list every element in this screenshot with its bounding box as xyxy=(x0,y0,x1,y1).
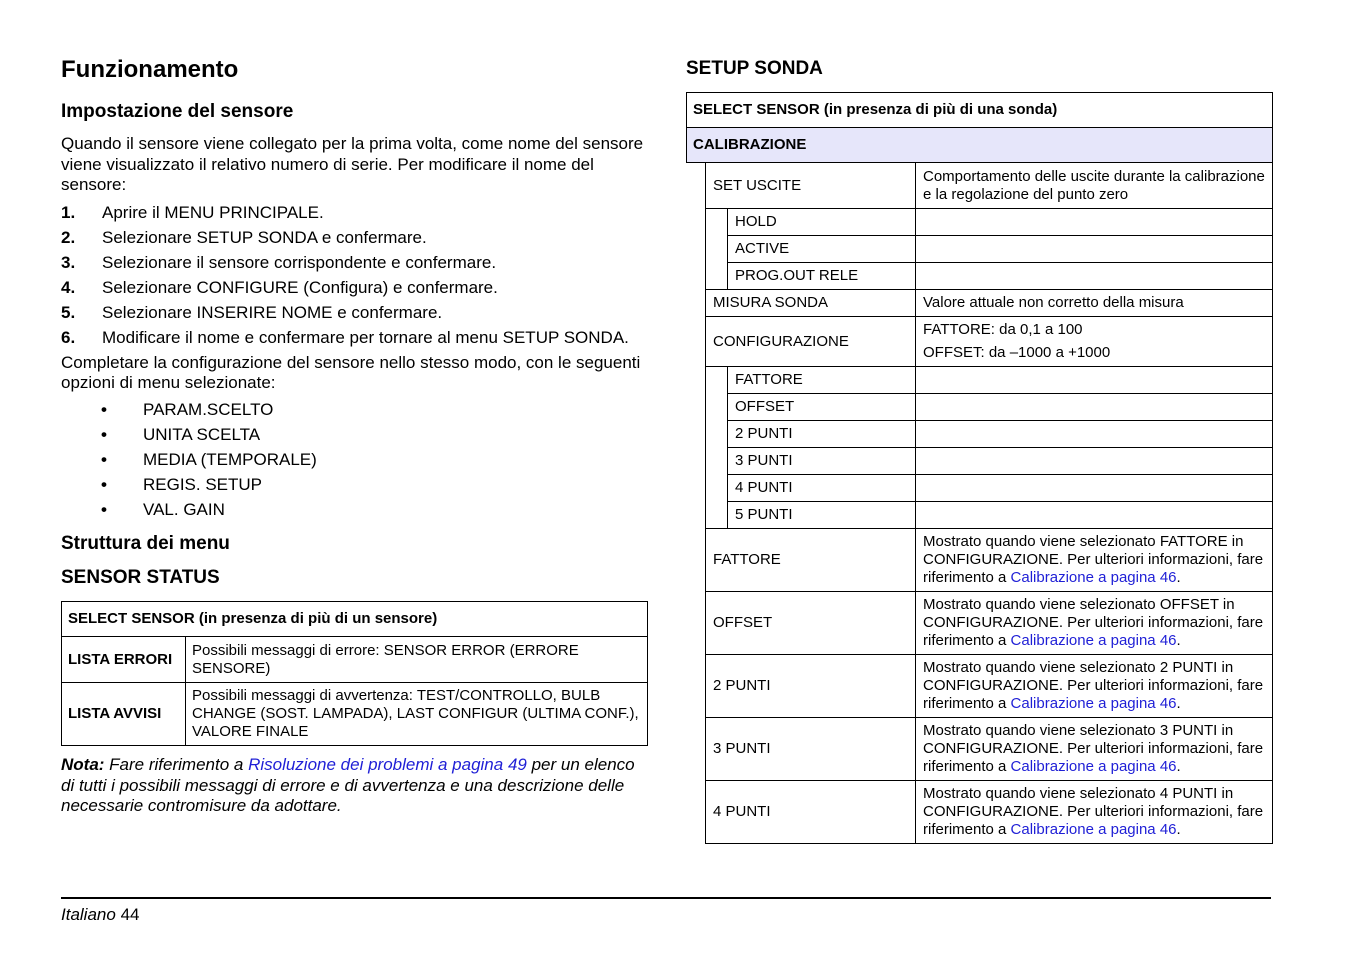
config-range-offset: OFFSET: da –1000 a +1000 xyxy=(923,344,1111,361)
table-row xyxy=(62,683,648,746)
table-label-cell: LISTA AVVISI xyxy=(62,683,186,746)
desc-text: Mostrato quando viene selezionato 2 PUNTI in CONFIGURAZIONE. Per ulteriori informazioni, fare riferimento a xyxy=(923,659,1264,712)
menu-sub-item: HOLD xyxy=(728,209,916,236)
steps-list xyxy=(61,203,649,349)
list-item xyxy=(61,253,649,274)
list-item xyxy=(61,475,649,496)
menu-sub-item: OFFSET xyxy=(728,394,916,421)
table-row xyxy=(706,290,1273,317)
list-item xyxy=(61,203,649,224)
troubleshooting-link[interactable]: Risoluzione dei problemi a pagina 49 xyxy=(248,755,527,774)
note-paragraph xyxy=(61,755,649,817)
menu-item-label: 2 PUNTI xyxy=(706,655,916,718)
desc-end: . xyxy=(1176,569,1181,586)
menu-item-desc xyxy=(916,475,1273,502)
menu-item-desc xyxy=(916,263,1273,290)
step-text: Selezionare SETUP SONDA e confermare. xyxy=(102,227,427,247)
menu-item-desc xyxy=(916,421,1273,448)
menu-sub-item: 5 PUNTI xyxy=(728,502,916,529)
calibration-link[interactable]: Calibrazione a pagina 46 xyxy=(1010,632,1177,649)
menu-item-label: OFFSET xyxy=(706,592,916,655)
menu-item-desc xyxy=(916,502,1273,529)
table-row xyxy=(706,209,1273,236)
step-text: Selezionare il sensore corrispondente e confermare. xyxy=(102,252,497,272)
footer-divider xyxy=(61,897,1271,899)
menu-sub-item: FATTORE xyxy=(728,367,916,394)
menu-item-desc xyxy=(916,448,1273,475)
menu-item-desc xyxy=(916,394,1273,421)
table-label-cell: LISTA ERRORI xyxy=(62,637,186,683)
intro-paragraph: Quando il sensore viene collegato per la prima volta, come nome del sensore viene visualizzato il relativo numero di serie. Per modificare il nome del sensore: xyxy=(61,134,644,194)
option-text: REGIS. SETUP xyxy=(143,474,263,494)
table-row xyxy=(62,602,648,637)
table-row xyxy=(62,637,648,683)
select-sensor-cell: SELECT SENSOR (in presenza di più di una sonda) xyxy=(687,93,1273,128)
table-row xyxy=(706,367,1273,394)
list-item xyxy=(61,328,649,349)
sensor-status-table xyxy=(61,601,648,746)
menu-item-desc xyxy=(916,367,1273,394)
bullet-icon: • xyxy=(101,474,107,494)
option-text: MEDIA (TEMPORALE) xyxy=(143,449,317,469)
step-number: 3. xyxy=(61,252,76,272)
calibration-link[interactable]: Calibrazione a pagina 46 xyxy=(1010,695,1177,712)
menu-item-desc xyxy=(916,529,1273,592)
step-text: Selezionare CONFIGURE (Configura) e confermare. xyxy=(102,277,498,297)
note-text-end: per un elenco di tutti i possibili messaggi di errore e di avvertenza e una descrizione delle necessarie contromisure da adottare. xyxy=(61,755,635,815)
step-number: 4. xyxy=(61,277,76,297)
table-row xyxy=(706,502,1273,529)
options-paragraph: Completare la configurazione del sensore nello stesso modo, con le seguenti opzioni di menu selezionate: xyxy=(61,352,641,392)
table-row xyxy=(706,163,1273,209)
calibration-menu-table xyxy=(705,162,1273,844)
calibration-link[interactable]: Calibrazione a pagina 46 xyxy=(1010,758,1177,775)
calibration-link[interactable]: Calibrazione a pagina 46 xyxy=(1010,821,1177,838)
menu-item-desc xyxy=(916,209,1273,236)
menu-sub-item: 3 PUNTI xyxy=(728,448,916,475)
menu-item-desc xyxy=(916,592,1273,655)
option-text: PARAM.SCELTO xyxy=(143,399,274,419)
section-title-sensor-setup: Impostazione del sensore xyxy=(61,101,294,122)
right-column xyxy=(686,52,1274,838)
list-item xyxy=(61,400,649,421)
table-row xyxy=(706,394,1273,421)
table-row xyxy=(706,263,1273,290)
desc-end: . xyxy=(1176,695,1181,712)
table-row xyxy=(687,128,1273,163)
menu-sub-item: PROG.OUT RELE xyxy=(728,263,916,290)
menu-item-label: 3 PUNTI xyxy=(706,718,916,781)
desc-end: . xyxy=(1176,758,1181,775)
table-row xyxy=(706,475,1273,502)
table-row xyxy=(687,93,1273,128)
page-footer xyxy=(61,905,139,925)
table-header-cell: SELECT SENSOR (in presenza di più di un sensore) xyxy=(62,602,648,637)
option-text: VAL. GAIN xyxy=(143,499,225,519)
step-text: Selezionare INSERIRE NOME e confermare. xyxy=(102,302,443,322)
config-range-factor: FATTORE: da 0,1 a 100 xyxy=(923,321,1083,338)
menu-item-desc: Comportamento delle uscite durante la calibrazione e la regolazione del punto zero xyxy=(916,163,1273,209)
menu-item-desc xyxy=(916,317,1273,367)
step-number: 6. xyxy=(61,327,76,347)
table-row xyxy=(706,421,1273,448)
setup-sonda-title: SETUP SONDA xyxy=(686,58,823,79)
desc-end: . xyxy=(1176,821,1181,838)
menu-item-desc: Valore attuale non corretto della misura xyxy=(916,290,1273,317)
menu-item-label: SET USCITE xyxy=(706,163,916,209)
table-row xyxy=(706,448,1273,475)
step-number: 5. xyxy=(61,302,76,322)
note-label: Nota: xyxy=(61,755,105,774)
list-item xyxy=(61,303,649,324)
step-number: 2. xyxy=(61,227,76,247)
menu-item-label: MISURA SONDA xyxy=(706,290,916,317)
setup-header-table xyxy=(686,92,1273,163)
table-row xyxy=(706,718,1273,781)
option-text: UNITA SCELTA xyxy=(143,424,261,444)
list-item xyxy=(61,278,649,299)
table-desc-cell: Possibili messaggi di avvertenza: TEST/CONTROLLO, BULB CHANGE (SOST. LAMPADA), LAST CONFIGUR (ULTIMA CONF.), VALORE FINALE xyxy=(186,683,648,746)
table-row xyxy=(706,236,1273,263)
calibrazione-cell: CALIBRAZIONE xyxy=(687,128,1273,163)
list-item xyxy=(61,425,649,446)
bullet-icon: • xyxy=(101,399,107,419)
step-number: 1. xyxy=(61,202,76,222)
sensor-status-title: SENSOR STATUS xyxy=(61,567,220,588)
menu-sub-item: 2 PUNTI xyxy=(728,421,916,448)
table-row xyxy=(706,592,1273,655)
left-column xyxy=(61,52,649,817)
menu-sub-item: 4 PUNTI xyxy=(728,475,916,502)
table-row xyxy=(706,655,1273,718)
note-text: Fare riferimento a xyxy=(104,755,249,774)
list-item xyxy=(61,450,649,471)
menu-item-desc xyxy=(916,781,1273,844)
menu-item-desc xyxy=(916,236,1273,263)
desc-text: Mostrato quando viene selezionato 4 PUNTI in CONFIGURAZIONE. Per ulteriori informazioni, fare riferimento a xyxy=(923,785,1264,838)
table-row xyxy=(706,529,1273,592)
menu-item-label: 4 PUNTI xyxy=(706,781,916,844)
desc-end: . xyxy=(1176,632,1181,649)
bullet-icon: • xyxy=(101,424,107,444)
bullet-icon: • xyxy=(101,499,107,519)
menu-item-desc xyxy=(916,718,1273,781)
menu-sub-item: ACTIVE xyxy=(728,236,916,263)
list-item xyxy=(61,228,649,249)
menu-item-label: CONFIGURAZIONE xyxy=(706,317,916,367)
menu-item-desc xyxy=(916,655,1273,718)
calibration-link[interactable]: Calibrazione a pagina 46 xyxy=(1010,569,1177,586)
step-text: Modificare il nome e confermare per tornare al menu SETUP SONDA. xyxy=(102,327,629,347)
section-title-menu-structure: Struttura dei menu xyxy=(61,533,230,554)
list-item xyxy=(61,500,649,521)
page-title: Funzionamento xyxy=(61,56,239,83)
table-row xyxy=(706,317,1273,367)
step-text: Aprire il MENU PRINCIPALE. xyxy=(102,202,324,222)
table-row xyxy=(706,781,1273,844)
menu-item-label: FATTORE xyxy=(706,529,916,592)
options-list xyxy=(61,400,649,521)
footer-language: Italiano xyxy=(61,905,116,924)
bullet-icon: • xyxy=(101,449,107,469)
desc-text: Mostrato quando viene selezionato FATTORE in CONFIGURAZIONE. Per ulteriori informazioni, fare riferimento a xyxy=(923,533,1264,586)
table-desc-cell: Possibili messaggi di errore: SENSOR ERROR (ERRORE SENSORE) xyxy=(186,637,648,683)
desc-text: Mostrato quando viene selezionato 3 PUNTI in CONFIGURAZIONE. Per ulteriori informazioni, fare riferimento a xyxy=(923,722,1264,775)
desc-text: Mostrato quando viene selezionato OFFSET in CONFIGURAZIONE. Per ulteriori informazioni, fare riferimento a xyxy=(923,596,1264,649)
footer-page-number: 44 xyxy=(120,905,140,924)
